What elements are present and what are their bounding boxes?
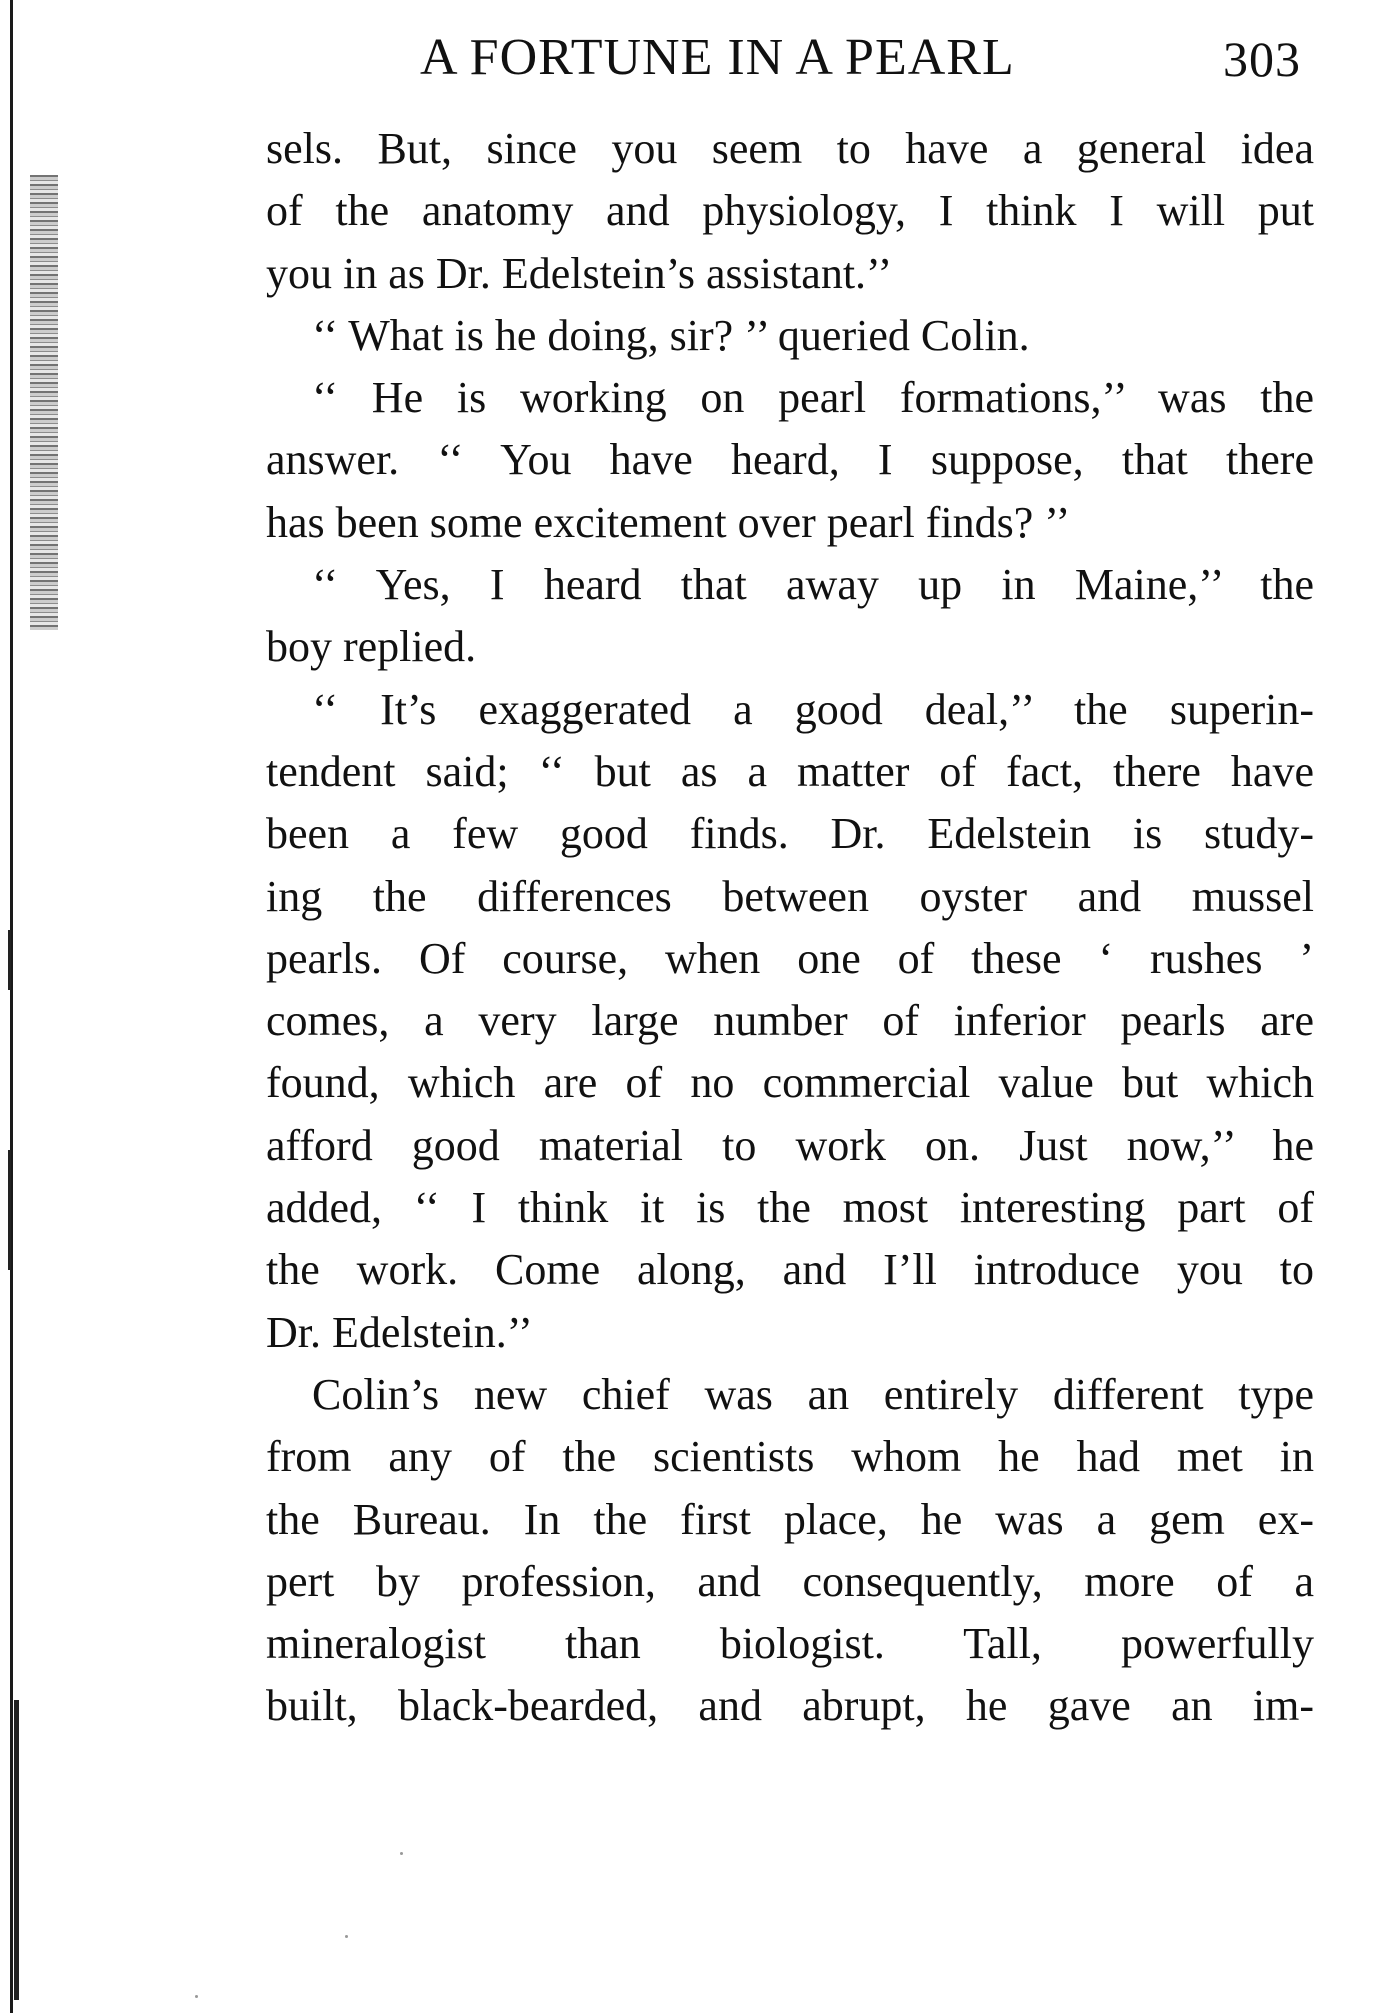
paper-speck: [345, 1935, 348, 1938]
page-edge-line: [10, 0, 13, 2013]
text-line: of the anatomy and physiology, I think I will put: [266, 186, 1314, 236]
text-line: built, black-bearded, and abrupt, he gave an im-: [266, 1681, 1314, 1731]
text-line: Colin’s new chief was an entirely different type: [312, 1369, 1314, 1419]
text-line: found, which are of no commercial value but which: [266, 1058, 1314, 1108]
text-line: tendent said; ‘‘ but as a matter of fact, there have: [266, 746, 1314, 796]
text-line: ‘‘ It’s exaggerated a good deal,’’ the superin-: [312, 684, 1314, 734]
text-line: ing the differences between oyster and mussel: [266, 871, 1314, 921]
binding-mark: [8, 1150, 11, 1270]
text-line: ‘‘ He is working on pearl formations,’’ was the: [312, 373, 1314, 423]
text-line: Dr. Edelstein.’’: [266, 1307, 533, 1357]
text-line: has been some excitement over pearl finds? ’’: [266, 497, 1071, 547]
text-line: the Bureau. In the first place, he was a gem ex-: [266, 1494, 1314, 1544]
binding-mark: [8, 930, 11, 990]
text-line: from any of the scientists whom he had met in: [266, 1432, 1314, 1482]
text-line: pert by profession, and consequently, more of a: [266, 1556, 1314, 1606]
text-line: afford good material to work on. Just now,’’ he: [266, 1120, 1314, 1170]
text-line: boy replied.: [266, 622, 477, 672]
text-line: ‘‘ What is he doing, sir? ’’ queried Colin.: [312, 310, 1030, 360]
text-line: sels. But, since you seem to have a general idea: [266, 124, 1314, 173]
text-line: added, ‘‘ I think it is the most interesting part of: [266, 1183, 1314, 1233]
text-line: mineralogist than biologist. Tall, powerfully: [266, 1619, 1314, 1669]
paper-speck: [400, 1852, 403, 1855]
text-line: been a few good finds. Dr. Edelstein is study-: [266, 809, 1314, 859]
text-line: comes, a very large number of inferior pearls are: [266, 996, 1314, 1046]
binding-shadow: [30, 175, 58, 630]
text-line: you in as Dr. Edelstein’s assistant.’’: [266, 248, 893, 298]
binding-mark: [14, 1700, 19, 2000]
paper-speck: [195, 1995, 198, 1998]
body-text: [266, 118, 1314, 1738]
text-line: answer. ‘‘ You have heard, I suppose, that there: [266, 435, 1314, 485]
text-line: ‘‘ Yes, I heard that away up in Maine,’’ the: [312, 560, 1314, 610]
chapter-title: A FORTUNE IN A PEARL: [420, 29, 1015, 86]
running-header: [420, 28, 1320, 98]
text-line: pearls. Of course, when one of these ‘ rushes ’: [266, 933, 1314, 983]
text-line: the work. Come along, and I’ll introduce you to: [266, 1245, 1314, 1295]
page-number: 303: [1223, 31, 1301, 87]
